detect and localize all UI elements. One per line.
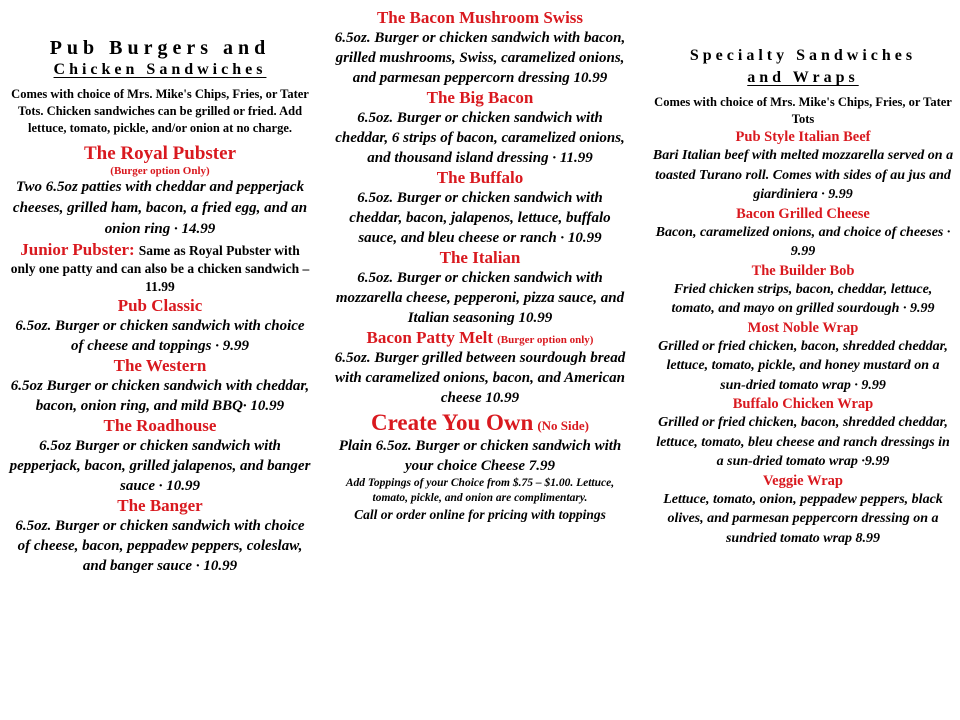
burgers-column: [8, 36, 312, 576]
item-name: The Western: [113, 356, 207, 375]
item-description: 6.5oz. Burger or chicken sandwich with cheddar, 6 strips of bacon, caramelized onions, and thousand island dressing · 11.99: [335, 110, 625, 166]
menu-item: [8, 496, 312, 576]
item-name: The Big Bacon: [426, 88, 534, 107]
item-description: 6.5oz. Burger grilled between sourdough bread with caramelized onions, bacon, and American cheese 10.99: [334, 350, 626, 406]
item-description: Two 6.5oz patties with cheddar and pepperjack cheeses, grilled ham, bacon, a fried egg, and an onion ring · 14.99: [12, 179, 308, 237]
item-description: Grilled or fried chicken, bacon, shredded cheddar, lettuce, tomato, pickle, and honey mustard on a sun-dried tomato wrap · 9.99: [658, 338, 948, 393]
menu-item: [8, 416, 312, 496]
specialty-column: [652, 44, 954, 548]
menu-item: [652, 262, 954, 319]
call-note: Call or order online for pricing with toppings: [354, 507, 606, 522]
item-name: Pub Style Italian Beef: [735, 129, 871, 145]
item-name: The Builder Bob: [751, 262, 855, 279]
item-name: The Buffalo: [436, 168, 524, 187]
item-description: 6.5oz. Burger or chicken sandwich with choice of cheese, bacon, peppadew peppers, coleslaw, and banger sauce · 10.99: [15, 518, 305, 574]
section-title: Specialty Sandwiches: [689, 47, 917, 64]
menu-item: [652, 395, 954, 472]
section-title: Pub Burgers and: [49, 37, 271, 59]
item-name: The Bacon Mushroom Swiss: [376, 8, 584, 27]
menu-item: [652, 128, 954, 205]
item-name: Buffalo Chicken Wrap: [732, 396, 874, 412]
menu-item: [330, 168, 630, 248]
item-note: (Burger option only): [497, 334, 594, 346]
menu-item: [652, 319, 954, 396]
item-description: 6.5oz. Burger or chicken sandwich with bacon, grilled mushrooms, Swiss, caramelized onions, and parmesan peppercorn dressing 10.99: [334, 30, 626, 86]
menu-item: [330, 248, 630, 328]
item-description: Bacon, caramelized onions, and choice of cheeses · 9.99: [655, 224, 951, 259]
menu-item: [330, 88, 630, 168]
item-name: Bacon Patty Melt: [366, 328, 494, 347]
item-list: [8, 296, 312, 576]
menu-item: [652, 205, 954, 262]
menu-item: [8, 356, 312, 416]
menu-item: [330, 410, 630, 523]
item-name: The Italian: [439, 248, 521, 267]
item-description: Bari Italian beef with melted mozzarella served on a toasted Turano roll. Comes with sides of au jus and giardiniera · 9.99: [652, 148, 954, 202]
item-name: Veggie Wrap: [763, 472, 843, 489]
item-description: 6.5oz Burger or chicken sandwich with pepperjack, bacon, grilled jalapenos, and banger sauce · 10.99: [9, 438, 311, 494]
toppings-note: Add Toppings of your Choice from $.75 – $1.00. Lettuce, tomato, pickle, and onion are complimentary.: [345, 477, 615, 504]
menu-item: [8, 240, 312, 296]
item-description: Plain 6.5oz. Burger or chicken sandwich with your choice Cheese 7.99: [338, 438, 622, 474]
more-burgers-column: [330, 8, 630, 523]
menu-item: [330, 8, 630, 88]
item-name: Create You Own: [371, 410, 534, 435]
section-intro: Comes with choice of Mrs. Mike's Chips, Fries, or Tater Tots: [654, 95, 952, 126]
item-description: 6.5oz Burger or chicken sandwich with cheddar, bacon, onion ring, and mild BBQ· 10.99: [10, 378, 310, 414]
menu-item: [8, 296, 312, 356]
item-description: Lettuce, tomato, onion, peppadew peppers, black olives, and parmesan peppercorn dressing on a sundried tomato wrap 8.99: [663, 491, 943, 546]
item-name: The Royal Pubster: [84, 143, 236, 164]
item-description: 6.5oz. Burger or chicken sandwich with mozzarella cheese, pepperoni, pizza sauce, and Italian seasoning 10.99: [335, 270, 625, 326]
item-name: The Banger: [117, 496, 203, 515]
item-description: Grilled or fried chicken, bacon, shredded cheddar, lettuce, tomato, bleu cheese and ranch dressings in a sun-dried tomato wrap ·9.99: [656, 415, 950, 469]
section-intro: Comes with choice of Mrs. Mike's Chips, Fries, or Tater Tots. Chicken sandwiches can be grilled or fried. Add lettuce, tomato, pickle, and/or onion at no charge.: [11, 87, 309, 135]
item-name: Junior Pubster:: [20, 240, 135, 259]
section-subtitle: Chicken Sandwiches: [53, 61, 267, 78]
section-subtitle: and Wraps: [747, 69, 859, 86]
item-name: Most Noble Wrap: [747, 319, 859, 336]
item-description: 6.5oz. Burger or chicken sandwich with choice of cheese and toppings · 9.99: [15, 318, 305, 354]
item-name: Pub Classic: [117, 296, 203, 315]
menu-item: [330, 328, 630, 408]
item-description: 6.5oz. Burger or chicken sandwich with cheddar, bacon, jalapenos, lettuce, buffalo sauce, and bleu cheese or ranch · 10.99: [349, 190, 611, 246]
item-description: Same as Royal Pubster with only one patty and can also be a chicken sandwich – 11.99: [10, 243, 310, 294]
item-note: (No Side): [537, 418, 589, 433]
menu-item: [8, 143, 312, 240]
item-name: The Roadhouse: [103, 416, 217, 435]
menu-item: [652, 472, 954, 549]
item-name: Bacon Grilled Cheese: [736, 205, 870, 222]
item-note: (Burger option Only): [110, 165, 210, 177]
item-description: Fried chicken strips, bacon, cheddar, lettuce, tomato, and mayo on grilled sourdough · 9.99: [671, 281, 935, 316]
